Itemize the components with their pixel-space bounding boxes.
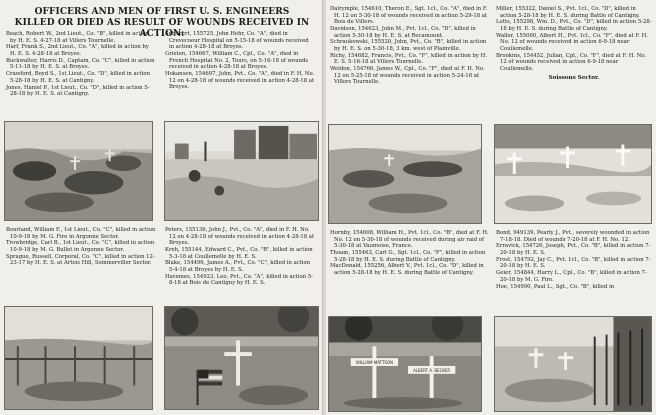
left-page bbox=[0, 0, 323, 415]
right-page bbox=[326, 0, 656, 415]
casualty-entry: Jones, Haniel P., 1st Lieut., Co. "D", killed in action 5-28-18 by H. E. S. at Cantigny. bbox=[6, 84, 150, 98]
text-column-a-top bbox=[6, 31, 156, 98]
casualty-entry: Crawford, Boyd S., 1st Lieut., Co. "D", killed in action 5-28-18 by H. E. S. at Cantigny. bbox=[6, 71, 151, 84]
casualty-entry: Trowbridge, Carl B., 1st Lieut., Co. "C", killed in action 10-9-18 by M. G. Bullet in Argonne Sector. bbox=[6, 240, 155, 253]
casualty-entry: Frost, 154792, Jay C., Pvt. 1cl., Co. "B", killed in action 7-20-18 by H. E. S. bbox=[496, 256, 651, 270]
photo-row-of-crosses bbox=[494, 124, 652, 224]
casualty-entry: Brookins, 154452, Julian, Cpl., Co. "F", died at F. H. No. 12 of wounds received in action 6-9-18 near Coullemelle. bbox=[496, 52, 647, 72]
title-line-2: KILLED OR DIED AS RESULT OF WOUNDS RECEIVED IN ACTION: bbox=[14, 18, 310, 39]
casualty-entry: Buckwalter, Harris D., Captain, Co. "C", killed in action 5-11-18 by H. E. S. at Broyes. bbox=[6, 57, 155, 71]
casualty-entry: Harf, Frank S., 2nd Lieut., Co. "A", killed in action by H. E. S. 4-28-18 at Broyes. bbox=[6, 44, 149, 57]
casualty-entry: Hoe, 154990, Paul L., Sgt., Co. "B", killed in bbox=[496, 283, 615, 290]
casualty-entry: Peters, 155136, John J., Pvt., Co. "A", died in F. H. No. 12 on 4-28-18 of wounds received in action 4-28-18 at Broyes. bbox=[165, 227, 315, 247]
casualty-entry: Schraukowski, 155520, John, Pvt., Co. "B", killed in action by H. E. S. on 5-30-18, 3 km. west of Plainville. bbox=[330, 39, 487, 52]
text-column-c-top bbox=[330, 6, 490, 86]
cross-name-2: ALBERT A. BECKER bbox=[413, 367, 451, 373]
photo-cemetery-fence bbox=[4, 306, 153, 410]
casualty-entry: Bond, 949139, Pearly J., Pvt., severely wounded in action 7-18-18. Died of wounds 7-20-18 at F. H. No. 12. bbox=[496, 230, 650, 243]
casualty-entry: Lotts, 155298, Wm. D., Pvt., Co. "D", killed in action 5-28-18 by H. E. S. during Battle of Cantigny. bbox=[496, 19, 652, 32]
photo-grave-with-flag bbox=[164, 306, 319, 410]
casualty-entry: Schubert, 155725, John Hehr, Co. "A", died in Crevecoeur Hospital on 5-15-18 of wounds received in action 4-28-18 at Broyes. bbox=[165, 31, 309, 51]
casualty-entry: Dalrymple, 154610, Theron E., Sgt. 1cl., Co. "A", died in F. H. 12 on 5-30-18 of wounds received in action 5-29-18 at Bois de Villers. bbox=[330, 6, 488, 26]
text-column-b-top bbox=[165, 31, 315, 91]
casualty-entry: Bourland, William F., 1st Lieut., Co. "C", killed in action 10-9-18 by M. G. Fire in Argonne Sector. bbox=[6, 227, 156, 240]
cross-name-1: WILLIAM MATTSON bbox=[355, 360, 393, 365]
text-column-d-mid bbox=[496, 230, 652, 290]
casualty-entry: Miller, 155322, Daniel S., Pvt. 1cl., Co. "D", killed in action 5-28-18 by H. E. S. during Battle of Cantigny. bbox=[496, 6, 640, 19]
photo-crater-field bbox=[328, 124, 482, 224]
photo-village-ruins bbox=[164, 121, 319, 221]
casualty-entry: Thoam, 155463, Carl G., Sgt. 1cl., Co. "F", killed in action 5-28-18 by H. E. S. during Battle of Cantigny. bbox=[330, 249, 486, 263]
casualty-entry: Blake, 154496, James A., Pvt., Co. "C", killed in action 5-4-18 at Broyes by H. E. S. bbox=[165, 260, 311, 273]
text-column-b-mid bbox=[165, 227, 315, 287]
casualty-entry: Weldon, 154766, James W., Cpl., Co. "F", died at F. H. No. 12 on 5-25-18 of wounds received in action 5-24-18 at Villers Tournelle. bbox=[330, 66, 485, 86]
casualty-entry: Erravick, 154726, Joseph, Pvt., Co. "B", killed in action 7-20-18 by H. E. S. bbox=[496, 243, 651, 256]
casualty-entry: Hornby, 154608, William H., Pvt. 1cl., Co. "B", died at F. H. No. 12 on 5-30-18 of wounds received during air raid of 5-30-18 at Vaumoise, France. bbox=[330, 230, 489, 250]
casualty-entry: Beach, Robert W., 2nd Lieut., Co. "B", killed in action by H. E. S. 4-27-18 at Villers Tournelle. bbox=[6, 31, 149, 44]
text-column-c-mid bbox=[330, 230, 490, 277]
photo-fence-graves bbox=[494, 316, 652, 412]
casualty-entry: Grieten, 154667, William C., Cpl., Co. "A", died in French Hospital No. 2, Tours, on 5-16-18 of wounds received in action 4-28-18 at Broyes. bbox=[165, 50, 309, 71]
casualty-entry: Richy, 154682, Francis, Pvt., Co. "F", killed in action by H. E. S. 5-16-18 at Villers Tournelle. bbox=[330, 52, 487, 66]
casualty-entry: Sprague, Russell, Corporal, Co. "C", killed in action 12-23-17 by H. E. S. at Artois Hill, Sommerviller Sector. bbox=[6, 253, 155, 267]
casualty-entry: Hokansen, 154697, John, Pvt., Co. "A", died in F. H. No. 12 on 4-28-18 of wounds received in action 4-28-18 at Broyes. bbox=[165, 70, 315, 91]
casualty-entry: Waller, 155000, Albert H., Pvt. 1cl., Co. "F", died at F. H. No. 12 of wounds received in action 6-9-18 near Coullemelle. bbox=[496, 32, 648, 52]
text-column-d-top bbox=[496, 6, 652, 81]
text-column-a-mid bbox=[6, 227, 156, 267]
photo-named-crosses bbox=[328, 316, 482, 412]
casualty-entry: Havemes, 154923, Leo, Pvt., Co. "A", killed in action 5-8-18 at Bois de Cantigny by H. E. S. bbox=[165, 273, 313, 287]
casualty-entry: Kreh, 155144, Edward C., Pvt., Co. "B", killed in action 5-3-18 at Coullemelle by H. E. S. bbox=[165, 246, 313, 260]
sector-heading: Soissons Sector. bbox=[548, 74, 600, 81]
casualty-entry: MacDonald, 155256, Albert V., Pvt. 1cl., Co. "D", killed in action 5-28-18 by H. E. S. during Battle of Cantigny. bbox=[330, 263, 484, 276]
title-line-1: OFFICERS AND MEN OF FIRST U. S. ENGINEERS bbox=[34, 7, 290, 17]
photo-grave-field-1 bbox=[4, 121, 153, 221]
casualty-entry: Geier, 154844, Harry L., Cpl., Co. "B", killed in action 7-20-18 by M. G. Fire. bbox=[496, 270, 647, 283]
casualty-entry: Davidson, 154623, John M., Pvt. 1cl., Co. "D", killed in action 5-30-18 by H. E. S. at Rocamount. bbox=[330, 25, 476, 39]
